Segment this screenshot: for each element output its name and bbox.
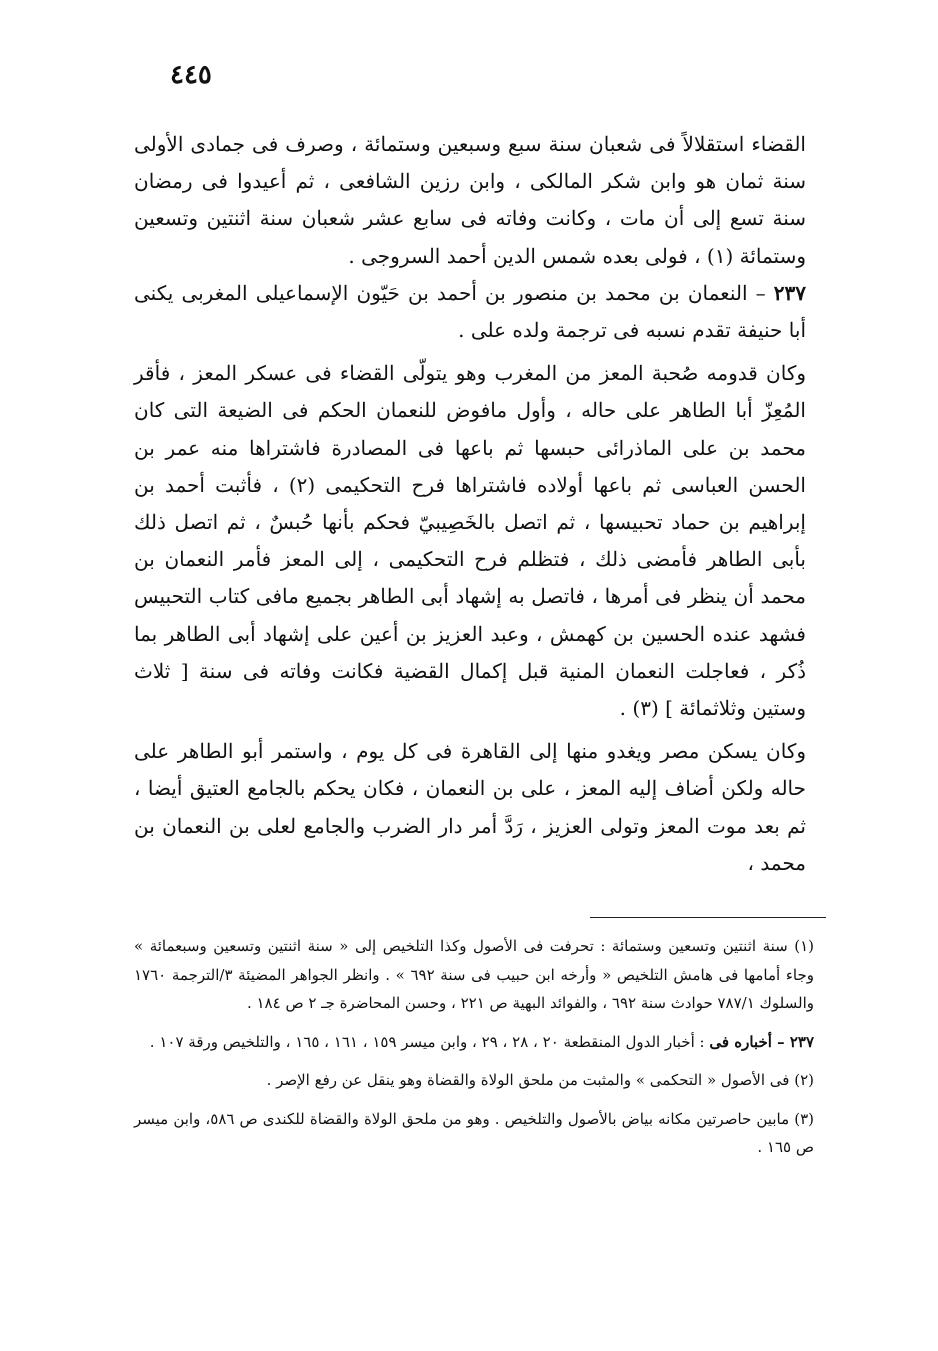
footnote-entry-text: : أخبار الدول المنقطعة ٢٠ ، ٢٨ ، ٢٩ ، وابن ميسر ١٥٩ ، ١٦١ ، ١٦٥ ، والتلخيص ورقة ١٠٧ . [149,1032,710,1051]
footnote-divider [590,917,826,918]
entry-number: ٢٣٧ [773,280,806,305]
page-number: ٤٤٥ [170,60,212,90]
entry-text: – النعمان بن محمد بن منصور بن أحمد بن حَيّون الإسماعيلى المغربى يكنى أبا حنيفة تقدم نسبه فى ترجمة ولده على . [134,280,806,343]
footnote-3: (٣) مابين حاصرتين مكانه بياض بالأصول والتلخيص . وهو من ملحق الولاة والقضاة للكندى ص ٥٨٦، وابن ميسر ص ١٦٥ . [134,1109,814,1156]
main-text [134,126,806,882]
footnote-entry-label: ٢٣٧ – أخباره فى [709,1032,814,1051]
paragraph-4: وكان يسكن مصر ويغدو منها إلى القاهرة فى كل يوم ، واستمر أبو الطاهر على حاله ولكن أضاف إليه المعز ، على بن النعمان ، فكان يحكم بالجامع العتيق أيضا ، ثم بعد موت المعز وتولى العزيز ، رَدَّ أمر دار الضرب والجامع لعلى بن النعمان بن محمد ، [134,739,807,875]
footnote-entry-237 [134,1028,814,1057]
paragraph-1: القضاء استقلالاً فى شعبان سنة سبع وسبعين وستمائة ، وصرف فى جمادى الأولى سنة ثمان هو وابن شكر المالكى ، وابن رزين الشافعى ، ثم أعيدوا فى رمضان سنة تسع إلى أن مات ، وكانت وفاته فى سابع عشر شعبان سنة اثنتين وتسعين وستمائة (١) ، فولى بعده شمس الدين أحمد السروجى . [134,132,806,268]
footnote-2: (٢) فى الأصول « التحكمى » والمثبت من ملحق الولاة والقضاة وهو ينقل عن رفع الإصر . [266,1071,814,1089]
footnote-1: (١) سنة اثنتين وتسعين وستمائة : تحرفت فى الأصول وكذا التلخيص إلى « سنة اثنتين وتسعين وسبعمائة » وجاء أمامها فى هامش التلخيص « وأرخه ابن حبيب فى سنة ٦٩٢ » . وانظر الجواهر المضيئة ٣/الترجمة ١٧٦٠ والسلوك ٧٨٧/١ حوادث سنة ٦٩٢ ، والفوائد البهية ص ٢٢١ ، وحسن المحاضرة جـ ٢ ص ١٨٤ . [134,937,814,1012]
paragraph-3: وكان قدومه صُحبة المعز من المغرب وهو يتولّى القضاء فى عسكر المعز ، فأقر المُعِزّ أبا الطاهر على حاله ، وأول مافوض للنعمان الحكم فى الضيعة التى كان محمد بن على الماذرائى حبسها ثم باعها فى المصادرة فاشتراها منه عمر بن الحسن العباسى ثم باعها أولاده فاشتراها فرح التحكيمى (٢) ، فأثبت أحمد بن إبراهيم بن حماد تحبيسها ، ثم اتصل بالخَصِيبيّ فحكم بأنها حُبسٌ ، ثم اتصل ذلك بأبى الطاهر فأمضى ذلك ، فتظلم فرح التحكيمى ، إلى المعز فأمر النعمان بن محمد أن ينظر فى أمرها ، فاتصل به إشهاد أبى الطاهر بجميع مافى كتاب التحبيس فشهد عنده الحسين بن كهمش ، وعبد العزيز بن أعين على إشهاد أبى الطاهر بما ذُكر ، فعاجلت النعمان المنية قبل إكمال القضية فكانت وفاته فى سنة [ ثلاث وستين وثلاثمائة ] (٣) . [134,361,806,721]
footnotes [134,932,814,1172]
paragraph-entry-237 [134,275,806,349]
